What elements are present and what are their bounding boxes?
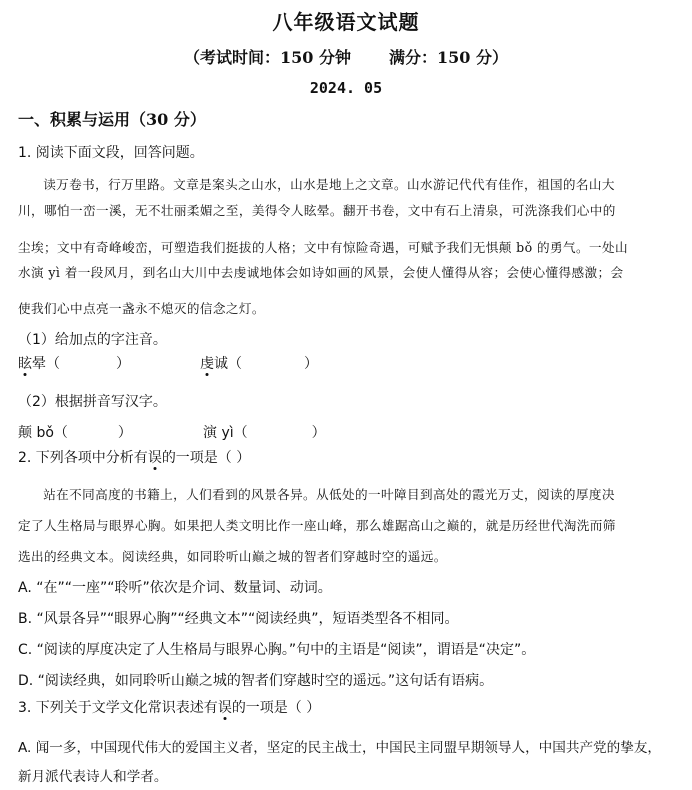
exam-title: 八年级语文试题 — [272, 10, 420, 34]
q2-option-d[interactable]: D. “阅读经典，如同聆听山巅之城的智者们穿越时空的遥远。”这句话有语病。 — [18, 673, 494, 689]
q2-passage-line-2: 定了人生格局与眼界心胸。如果把人类文明比作一座山峰，那么雄踞高山之巅的，就是历经世代淘洗而筛 — [18, 518, 616, 533]
q3-option-a-line-1[interactable]: A. 闻一多，中国现代伟大的爱国主义者，坚定的民主战士，中国民主同盟早期领导人，中国共产党的挚友， — [18, 740, 662, 756]
q1-passage-line-2: 川，哪怕一峦一溪，无不壮丽柔媚之至，美得令人眩晕。翻开书卷，文中有石上清泉，可洗涤我们心中的 — [18, 203, 616, 218]
exam-time: （考试时间：150 分钟 — [184, 48, 351, 67]
q1-sub1-item-b: 虔诚（ ） — [200, 356, 318, 372]
dotted-char: 眩 — [18, 356, 32, 372]
question-3-stem: 3. 下列关于文学文化常识表述有误的一项是（ ） — [18, 700, 321, 716]
q1-sub1: （1）给加点的字注音。 — [18, 332, 167, 348]
question-2-stem: 2. 下列各项中分析有误的一项是（ ） — [18, 450, 251, 466]
q1-passage-line-1: 读万卷书，行万里路。文章是案头之山水，山水是地上之文章。山水游记代代有佳作，祖国的名山大 — [43, 177, 615, 192]
exam-score: 满分：150 分） — [389, 48, 508, 67]
q2-passage-line-3: 选出的经典文本。阅读经典，如同聆听山巅之城的智者们穿越时空的遥远。 — [18, 549, 447, 564]
section-heading: 一、积累与运用（30 分） — [18, 110, 206, 129]
exam-subtitle — [0, 45, 692, 68]
q2-option-b[interactable]: B. “风景各异”“眼界心胸”“经典文本”“阅读经典”，短语类型各不相同。 — [18, 611, 459, 627]
q1-passage-line-3: 尘埃；文中有奇峰峻峦，可塑造我们挺拔的人格；文中有惊险奇遇，可赋予我们无惧颠 bǒ 的勇气。一处山 — [18, 240, 628, 255]
q3-option-a-line-2[interactable]: 新月派代表诗人和学者。 — [18, 769, 168, 785]
q2-option-c[interactable]: C. “阅读的厚度决定了人生格局与眼界心胸。”句中的主语是“阅读”，谓语是“决定”。 — [18, 642, 536, 658]
question-1-stem: 1. 阅读下面文段，回答问题。 — [18, 145, 204, 161]
exam-date: 2024. 05 — [309, 79, 383, 97]
q1-sub2: （2）根据拼音写汉字。 — [18, 394, 167, 410]
dotted-char: 误 — [147, 450, 162, 466]
q2-passage-line-1: 站在不同高度的书籍上，人们看到的风景各异。从低处的一叶障目到高处的霞光万丈，阅读的厚度决 — [43, 487, 615, 502]
q2-option-a[interactable]: A. “在”“一座”“聆听”依次是介词、数量词、动词。 — [18, 580, 332, 596]
q1-sub2-item-b: 演 yì（ ） — [203, 425, 326, 441]
dotted-char: 虔 — [200, 356, 214, 372]
q1-passage-line-5: 使我们心中点亮一盏永不熄灭的信念之灯。 — [18, 301, 265, 316]
q1-passage-line-4: 水演 yì 着一段风月，到名山大川中去虔诚地体会如诗如画的风景，会使人懂得从容；会使心懂得感激；会 — [18, 265, 624, 280]
q1-sub1-item-a: 眩晕（ ） — [18, 356, 130, 372]
q1-sub2-item-a: 颠 bǒ（ ） — [18, 425, 132, 441]
dotted-char: 误 — [217, 700, 232, 716]
